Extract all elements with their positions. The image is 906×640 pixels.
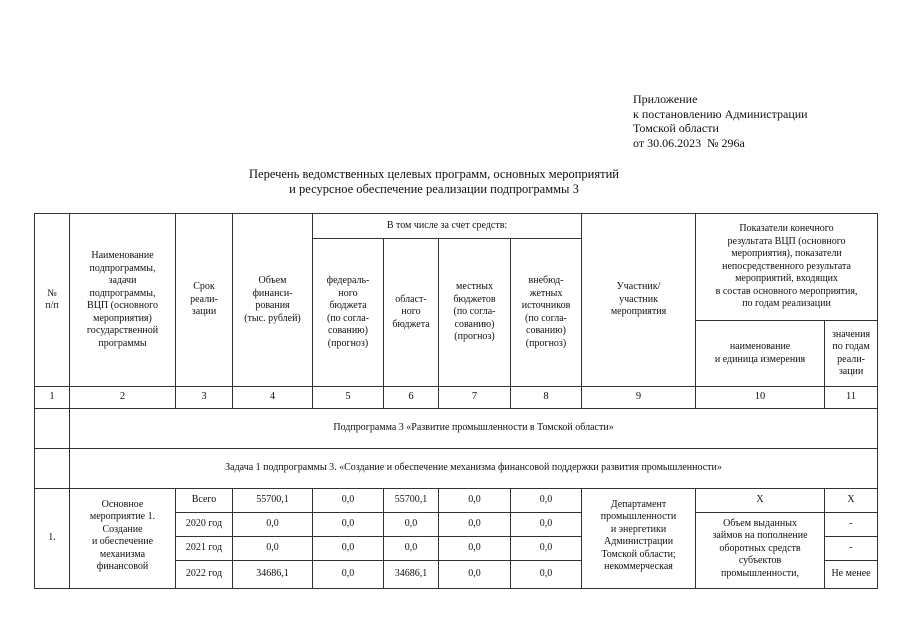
indicator-value-total: Х	[825, 489, 878, 513]
header-federal: федераль- ного бюджета (по согла- сованию) (прогноз)	[313, 239, 384, 387]
federal-value: 0,0	[313, 561, 384, 589]
period-label: Всего	[176, 489, 233, 513]
indicator-value: Не менее	[825, 561, 878, 589]
col-number: 11	[825, 387, 878, 409]
header-volume: Объем финанси- рования (тыс. рублей)	[233, 214, 313, 387]
document-title	[0, 167, 868, 197]
header-name: Наименование подпрограммы, задачи подпрограммы, ВЦП (основного мероприятия) государственной программы	[70, 214, 176, 387]
header-term: Срок реали- зации	[176, 214, 233, 387]
header-num: № п/п	[35, 214, 70, 387]
indicator-value: -	[825, 537, 878, 561]
col-number: 8	[511, 387, 582, 409]
local-value: 0,0	[439, 489, 511, 513]
local-value: 0,0	[439, 561, 511, 589]
header-extrabudget: внебюд- жетных источников (по согла- сованию) (прогноз)	[511, 239, 582, 387]
federal-value: 0,0	[313, 537, 384, 561]
extrabudget-value: 0,0	[511, 513, 582, 537]
header-local: местных бюджетов (по согла- сованию) (прогноз)	[439, 239, 511, 387]
col-number: 10	[696, 387, 825, 409]
appendix-block	[633, 92, 808, 150]
volume-value: 34686,1	[233, 561, 313, 589]
col-number: 4	[233, 387, 313, 409]
header-participant: Участник/ участник мероприятия	[582, 214, 696, 387]
indicator-value: -	[825, 513, 878, 537]
task-row	[35, 449, 878, 489]
local-value: 0,0	[439, 537, 511, 561]
regional-value: 34686,1	[384, 561, 439, 589]
appendix-line-4: от 30.06.2023 № 296а	[633, 135, 745, 150]
table-row	[35, 489, 878, 513]
row-number: 1.	[35, 489, 70, 589]
header-indicators: Показатели конечного результата ВЦП (основного мероприятия), показатели непосредственного результата мероприятий, входящих в состав основного мероприятия, по годам реализации	[696, 214, 878, 321]
regional-value: 0,0	[384, 513, 439, 537]
extrabudget-value: 0,0	[511, 561, 582, 589]
indicator-name: Объем выданных займов на пополнение оборотных средств субъектов промышленности,	[696, 513, 825, 589]
appendix-line-1: Приложение	[633, 92, 698, 106]
regional-value: 55700,1	[384, 489, 439, 513]
volume-value: 0,0	[233, 537, 313, 561]
appendix-line-3: Томской области	[633, 121, 719, 135]
appendix-line-2: к постановлению Администрации	[633, 106, 808, 121]
extrabudget-value: 0,0	[511, 537, 582, 561]
regional-value: 0,0	[384, 537, 439, 561]
subprogram-row	[35, 409, 878, 449]
col-number: 7	[439, 387, 511, 409]
title-line-1: Перечень ведомственных целевых программ, основных мероприятий	[249, 167, 619, 181]
header-including: В том числе за счет средств:	[313, 214, 582, 239]
col-number: 5	[313, 387, 384, 409]
volume-value: 0,0	[233, 513, 313, 537]
period-label: 2021 год	[176, 537, 233, 561]
volume-value: 55700,1	[233, 489, 313, 513]
period-label: 2020 год	[176, 513, 233, 537]
activity-name: Основное мероприятие 1. Создание и обеспечение механизма финансовой	[70, 489, 176, 589]
col-number: 9	[582, 387, 696, 409]
local-value: 0,0	[439, 513, 511, 537]
federal-value: 0,0	[313, 513, 384, 537]
col-number: 1	[35, 387, 70, 409]
federal-value: 0,0	[313, 489, 384, 513]
program-table	[34, 213, 878, 589]
subprogram-title: Подпрограмма 3 «Развитие промышленности в Томской области»	[70, 409, 878, 449]
header-regional: област- ного бюджета	[384, 239, 439, 387]
participant: Департамент промышленности и энергетики Администрации Томской области; некоммерческая	[582, 489, 696, 589]
column-numbers-row	[35, 387, 878, 409]
col-number: 6	[384, 387, 439, 409]
col-number: 3	[176, 387, 233, 409]
extrabudget-value: 0,0	[511, 489, 582, 513]
period-label: 2022 год	[176, 561, 233, 589]
header-indicator-value: значения по годам реали- зации	[825, 321, 878, 387]
title-line-2: и ресурсное обеспечение реализации подпрограммы 3	[289, 182, 579, 196]
indicator-name-total: Х	[696, 489, 825, 513]
col-number: 2	[70, 387, 176, 409]
task-title: Задача 1 подпрограммы 3. «Создание и обеспечение механизма финансовой поддержки развития промышленности»	[70, 449, 878, 489]
header-indicator-name: наименование и единица измерения	[696, 321, 825, 387]
